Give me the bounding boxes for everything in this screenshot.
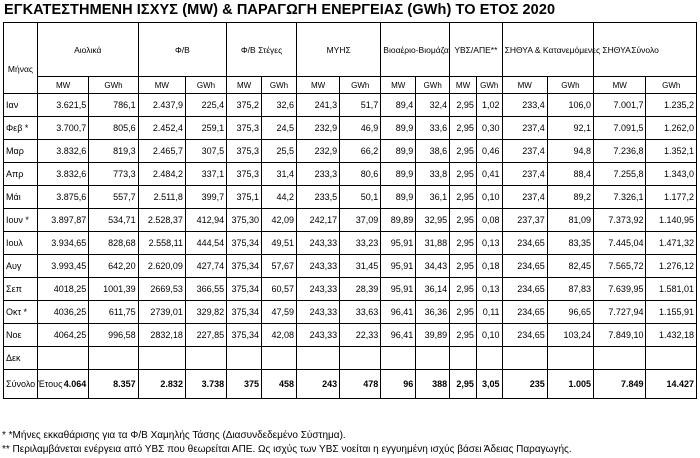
total-value-cell: 235 <box>502 370 547 399</box>
value-cell: 2,95 <box>450 278 477 301</box>
value-cell: 7.091,5 <box>594 117 646 140</box>
value-cell: 2669,53 <box>138 278 185 301</box>
unit-header: MW <box>138 77 185 94</box>
value-cell: 7.236,8 <box>594 140 646 163</box>
unit-header: GWh <box>89 77 138 94</box>
value-cell: 7.445,04 <box>594 232 646 255</box>
value-cell: 88,4 <box>547 163 593 186</box>
total-value-cell: 1.005 <box>547 370 593 399</box>
table-row <box>4 278 697 301</box>
category-header: ΜΥΗΣ <box>297 23 381 77</box>
month-cell: Απρ <box>4 163 38 186</box>
value-cell <box>185 347 226 370</box>
value-cell: 412,94 <box>185 209 226 232</box>
total-value-cell: 14.427 <box>646 370 697 399</box>
value-cell: 2.484,2 <box>138 163 185 186</box>
value-cell: 232,9 <box>297 117 340 140</box>
unit-header: MW <box>227 77 262 94</box>
value-cell: 83,35 <box>547 232 593 255</box>
value-cell: 31,45 <box>340 255 381 278</box>
value-cell: 36,1 <box>416 186 450 209</box>
value-cell: 89,9 <box>381 163 416 186</box>
value-cell: 7.326,1 <box>594 186 646 209</box>
total-value-cell: 375 <box>227 370 262 399</box>
value-cell: 42,09 <box>262 209 297 232</box>
value-cell: 7.727,94 <box>594 301 646 324</box>
value-cell: 375,34 <box>227 324 262 347</box>
value-cell: 2,95 <box>450 140 477 163</box>
value-cell: 46,9 <box>340 117 381 140</box>
table-row <box>4 324 697 347</box>
value-cell: 95,91 <box>381 232 416 255</box>
value-cell: 243,33 <box>297 301 340 324</box>
total-value-cell: 8.357 <box>89 370 138 399</box>
value-cell: 94,8 <box>547 140 593 163</box>
value-cell: 60,57 <box>262 278 297 301</box>
value-cell <box>476 347 502 370</box>
total-value-cell: 388 <box>416 370 450 399</box>
month-cell: Ιουν * <box>4 209 38 232</box>
value-cell: 7.001,7 <box>594 94 646 117</box>
table-row <box>4 117 697 140</box>
value-cell: 2.558,11 <box>138 232 185 255</box>
value-cell: 95,91 <box>381 255 416 278</box>
footnote-2: ** Περιλαμβάνεται ενέργεια από ΥΒΣ που θεωρείται ΑΠΕ. Ως ισχύς των ΥΒΣ νοείται η εγγυημένη ισχύς βάσει Άδειας Παραγωγής. <box>2 444 572 455</box>
value-cell: 3.700,7 <box>37 117 88 140</box>
value-cell: 2,95 <box>450 209 477 232</box>
value-cell: 3.934,65 <box>37 232 88 255</box>
value-cell: 1.155,91 <box>646 301 697 324</box>
value-cell: 25,5 <box>262 140 297 163</box>
value-cell: 47,59 <box>262 301 297 324</box>
value-cell: 227,85 <box>185 324 226 347</box>
value-cell: 1.177,2 <box>646 186 697 209</box>
value-cell: 243,33 <box>297 278 340 301</box>
value-cell: 2,95 <box>450 186 477 209</box>
category-header: ΣΗΘΥΑ & Κατανεμόμενες ΣΗΘΥΑ <box>502 23 593 77</box>
table-row <box>4 186 697 209</box>
unit-header: GWh <box>416 77 450 94</box>
value-cell: 337,1 <box>185 163 226 186</box>
value-cell: 243,33 <box>297 232 340 255</box>
value-cell: 2.528,37 <box>138 209 185 232</box>
table-row <box>4 140 697 163</box>
value-cell: 2832,18 <box>138 324 185 347</box>
value-cell: 2,95 <box>450 163 477 186</box>
value-cell: 232,9 <box>297 140 340 163</box>
value-cell: 375,34 <box>227 255 262 278</box>
value-cell: 96,65 <box>547 301 593 324</box>
value-cell: 89,9 <box>381 186 416 209</box>
value-cell: 3.993,45 <box>37 255 88 278</box>
value-cell: 0,10 <box>476 186 502 209</box>
value-cell: 1.581,01 <box>646 278 697 301</box>
page-title: ΕΓΚΑΤΕΣΤΗΜΕΝΗ ΙΣΧΥΣ (MW) & ΠΑΡΑΓΩΓΗ ΕΝΕΡΓΕΙΑΣ (GWh) ΤΟ ΕΤΟΣ 2020 <box>4 2 556 18</box>
value-cell: 1.235,2 <box>646 94 697 117</box>
value-cell: 0,30 <box>476 117 502 140</box>
value-cell: 234,65 <box>502 255 547 278</box>
value-cell: 3.897,87 <box>37 209 88 232</box>
table-row <box>4 209 697 232</box>
total-value-cell: 4.064 <box>37 370 88 399</box>
value-cell: 32,4 <box>416 94 450 117</box>
unit-header: MW <box>381 77 416 94</box>
value-cell: 375,34 <box>227 232 262 255</box>
category-header: Αιολικά <box>37 23 138 77</box>
value-cell: 399,7 <box>185 186 226 209</box>
value-cell: 375,3 <box>227 140 262 163</box>
month-cell: Μάι <box>4 186 38 209</box>
unit-header-row <box>4 77 697 94</box>
value-cell: 28,39 <box>340 278 381 301</box>
value-cell: 557,7 <box>89 186 138 209</box>
unit-header: MW <box>502 77 547 94</box>
value-cell: 31,88 <box>416 232 450 255</box>
value-cell: 2.437,9 <box>138 94 185 117</box>
category-header: ΥΒΣ/ΑΠΕ** <box>450 23 502 77</box>
value-cell: 89,4 <box>381 94 416 117</box>
value-cell: 96,41 <box>381 324 416 347</box>
value-cell: 89,2 <box>547 186 593 209</box>
value-cell: 243,33 <box>297 255 340 278</box>
value-cell <box>594 347 646 370</box>
value-cell: 0,46 <box>476 140 502 163</box>
total-value-cell: 478 <box>340 370 381 399</box>
value-cell: 57,67 <box>262 255 297 278</box>
month-cell: Σεπ <box>4 278 38 301</box>
value-cell: 233,4 <box>502 94 547 117</box>
value-cell: 237,4 <box>502 163 547 186</box>
value-cell: 89,9 <box>381 117 416 140</box>
unit-header: MW <box>37 77 88 94</box>
value-cell: 2.511,8 <box>138 186 185 209</box>
value-cell: 87,83 <box>547 278 593 301</box>
total-value-cell: 243 <box>297 370 340 399</box>
value-cell: 1.343,0 <box>646 163 697 186</box>
value-cell: 106,0 <box>547 94 593 117</box>
value-cell: 1.276,12 <box>646 255 697 278</box>
table-row <box>4 94 697 117</box>
value-cell: 2,95 <box>450 94 477 117</box>
value-cell: 819,3 <box>89 140 138 163</box>
category-header: Φ/Β Στέγες <box>227 23 297 77</box>
value-cell: 7.255,8 <box>594 163 646 186</box>
value-cell: 1,02 <box>476 94 502 117</box>
value-cell: 33,6 <box>416 117 450 140</box>
total-value-cell: 2,95 <box>450 370 477 399</box>
value-cell: 786,1 <box>89 94 138 117</box>
value-cell: 237,4 <box>502 117 547 140</box>
value-cell: 234,65 <box>502 278 547 301</box>
value-cell <box>297 347 340 370</box>
value-cell: 237,4 <box>502 186 547 209</box>
value-cell: 33,23 <box>340 232 381 255</box>
value-cell: 259,1 <box>185 117 226 140</box>
value-cell: 243,33 <box>297 324 340 347</box>
value-cell: 828,68 <box>89 232 138 255</box>
total-row <box>4 370 697 399</box>
category-header: Σύνολο <box>594 23 697 77</box>
value-cell: 39,89 <box>416 324 450 347</box>
value-cell: 237,4 <box>502 140 547 163</box>
value-cell: 4036,25 <box>37 301 88 324</box>
value-cell: 2,95 <box>450 117 477 140</box>
value-cell: 234,65 <box>502 232 547 255</box>
value-cell: 375,34 <box>227 301 262 324</box>
value-cell: 95,91 <box>381 278 416 301</box>
value-cell: 3.621,5 <box>37 94 88 117</box>
value-cell: 307,5 <box>185 140 226 163</box>
value-cell: 0,10 <box>476 324 502 347</box>
value-cell: 24,5 <box>262 117 297 140</box>
month-cell: Αυγ <box>4 255 38 278</box>
value-cell: 42,08 <box>262 324 297 347</box>
value-cell: 242,17 <box>297 209 340 232</box>
total-value-cell: 3,05 <box>476 370 502 399</box>
value-cell: 329,82 <box>185 301 226 324</box>
value-cell: 0,13 <box>476 232 502 255</box>
value-cell: 96,41 <box>381 301 416 324</box>
total-value-cell: 2.832 <box>138 370 185 399</box>
value-cell: 44,2 <box>262 186 297 209</box>
value-cell: 32,6 <box>262 94 297 117</box>
value-cell: 89,9 <box>381 140 416 163</box>
value-cell: 427,74 <box>185 255 226 278</box>
value-cell: 49,51 <box>262 232 297 255</box>
value-cell: 0,08 <box>476 209 502 232</box>
value-cell: 237,37 <box>502 209 547 232</box>
value-cell <box>37 347 88 370</box>
value-cell: 805,6 <box>89 117 138 140</box>
value-cell: 3.832,6 <box>37 163 88 186</box>
value-cell: 2.620,09 <box>138 255 185 278</box>
value-cell <box>450 347 477 370</box>
value-cell <box>138 347 185 370</box>
value-cell: 36,14 <box>416 278 450 301</box>
category-header: Φ/Β <box>138 23 226 77</box>
total-label: Σύνολο Έτους <box>4 370 38 399</box>
value-cell: 51,7 <box>340 94 381 117</box>
value-cell <box>340 347 381 370</box>
energy-table <box>3 22 697 399</box>
value-cell: 642,20 <box>89 255 138 278</box>
value-cell: 2,95 <box>450 324 477 347</box>
value-cell: 611,75 <box>89 301 138 324</box>
unit-header: MW <box>450 77 477 94</box>
value-cell: 2,95 <box>450 301 477 324</box>
table-row <box>4 255 697 278</box>
value-cell: 375,3 <box>227 163 262 186</box>
value-cell: 2739,01 <box>138 301 185 324</box>
value-cell: 92,1 <box>547 117 593 140</box>
value-cell <box>227 347 262 370</box>
value-cell: 50,1 <box>340 186 381 209</box>
value-cell: 7.373,92 <box>594 209 646 232</box>
value-cell: 0,18 <box>476 255 502 278</box>
footnote-1: * *Μήνες εκκαθάρισης για τα Φ/Β Χαμηλής Τάσης (Διασυνδεδεμένο Σύστημα). <box>2 430 346 441</box>
value-cell: 0,41 <box>476 163 502 186</box>
value-cell <box>547 347 593 370</box>
value-cell: 534,71 <box>89 209 138 232</box>
value-cell: 1.262,0 <box>646 117 697 140</box>
value-cell: 4064,25 <box>37 324 88 347</box>
value-cell: 375,2 <box>227 94 262 117</box>
value-cell: 22,33 <box>340 324 381 347</box>
unit-header: GWh <box>185 77 226 94</box>
value-cell: 31,4 <box>262 163 297 186</box>
value-cell: 36,36 <box>416 301 450 324</box>
value-cell: 2,95 <box>450 232 477 255</box>
value-cell: 366,55 <box>185 278 226 301</box>
value-cell: 444,54 <box>185 232 226 255</box>
value-cell: 3.875,6 <box>37 186 88 209</box>
month-cell: Οκτ * <box>4 301 38 324</box>
unit-header: GWh <box>262 77 297 94</box>
unit-header: GWh <box>646 77 697 94</box>
value-cell: 7.565,72 <box>594 255 646 278</box>
value-cell: 32,95 <box>416 209 450 232</box>
total-value-cell: 3.738 <box>185 370 226 399</box>
value-cell: 103,24 <box>547 324 593 347</box>
value-cell: 33,63 <box>340 301 381 324</box>
value-cell: 33,8 <box>416 163 450 186</box>
value-cell: 375,3 <box>227 117 262 140</box>
value-cell: 773,3 <box>89 163 138 186</box>
table-row <box>4 163 697 186</box>
value-cell: 234,65 <box>502 301 547 324</box>
unit-header: MW <box>594 77 646 94</box>
value-cell: 1001,39 <box>89 278 138 301</box>
unit-header: MW <box>297 77 340 94</box>
value-cell: 66,2 <box>340 140 381 163</box>
value-cell: 3.832,6 <box>37 140 88 163</box>
value-cell: 225,4 <box>185 94 226 117</box>
value-cell <box>416 347 450 370</box>
unit-header: GWh <box>340 77 381 94</box>
value-cell: 233,5 <box>297 186 340 209</box>
value-cell: 1.352,1 <box>646 140 697 163</box>
value-cell <box>381 347 416 370</box>
value-cell: 996,58 <box>89 324 138 347</box>
total-value-cell: 458 <box>262 370 297 399</box>
total-value-cell: 96 <box>381 370 416 399</box>
value-cell: 37,09 <box>340 209 381 232</box>
month-cell: Φεβ * <box>4 117 38 140</box>
value-cell: 7.639,95 <box>594 278 646 301</box>
value-cell: 2.452,4 <box>138 117 185 140</box>
value-cell: 0,13 <box>476 278 502 301</box>
unit-header: GWh <box>476 77 502 94</box>
value-cell: 82,45 <box>547 255 593 278</box>
value-cell: 0,11 <box>476 301 502 324</box>
month-cell: Ιαν <box>4 94 38 117</box>
table-row <box>4 232 697 255</box>
value-cell: 241,3 <box>297 94 340 117</box>
month-cell: Ιουλ <box>4 232 38 255</box>
unit-header: GWh <box>547 77 593 94</box>
table-row <box>4 347 697 370</box>
category-header: Βιοαέριο-Βιομάζα <box>381 23 450 77</box>
value-cell: 89,89 <box>381 209 416 232</box>
value-cell: 234,65 <box>502 324 547 347</box>
value-cell: 375,1 <box>227 186 262 209</box>
value-cell: 7.849,10 <box>594 324 646 347</box>
value-cell: 1.432,18 <box>646 324 697 347</box>
value-cell: 80,6 <box>340 163 381 186</box>
value-cell: 81,09 <box>547 209 593 232</box>
value-cell: 2,95 <box>450 255 477 278</box>
total-value-cell: 7.849 <box>594 370 646 399</box>
value-cell: 375,34 <box>227 278 262 301</box>
value-cell: 38,6 <box>416 140 450 163</box>
value-cell: 375,30 <box>227 209 262 232</box>
value-cell: 1.471,32 <box>646 232 697 255</box>
value-cell: 34,43 <box>416 255 450 278</box>
month-cell: Μαρ <box>4 140 38 163</box>
value-cell: 1.140,95 <box>646 209 697 232</box>
value-cell: 233,3 <box>297 163 340 186</box>
month-column-header: Μήνας <box>4 23 38 94</box>
value-cell <box>262 347 297 370</box>
value-cell <box>502 347 547 370</box>
value-cell: 4018,25 <box>37 278 88 301</box>
month-cell: Δεκ <box>4 347 38 370</box>
value-cell: 2.465,7 <box>138 140 185 163</box>
month-cell: Νοε <box>4 324 38 347</box>
value-cell <box>89 347 138 370</box>
table-row <box>4 301 697 324</box>
category-header-row <box>4 23 697 77</box>
value-cell <box>646 347 697 370</box>
